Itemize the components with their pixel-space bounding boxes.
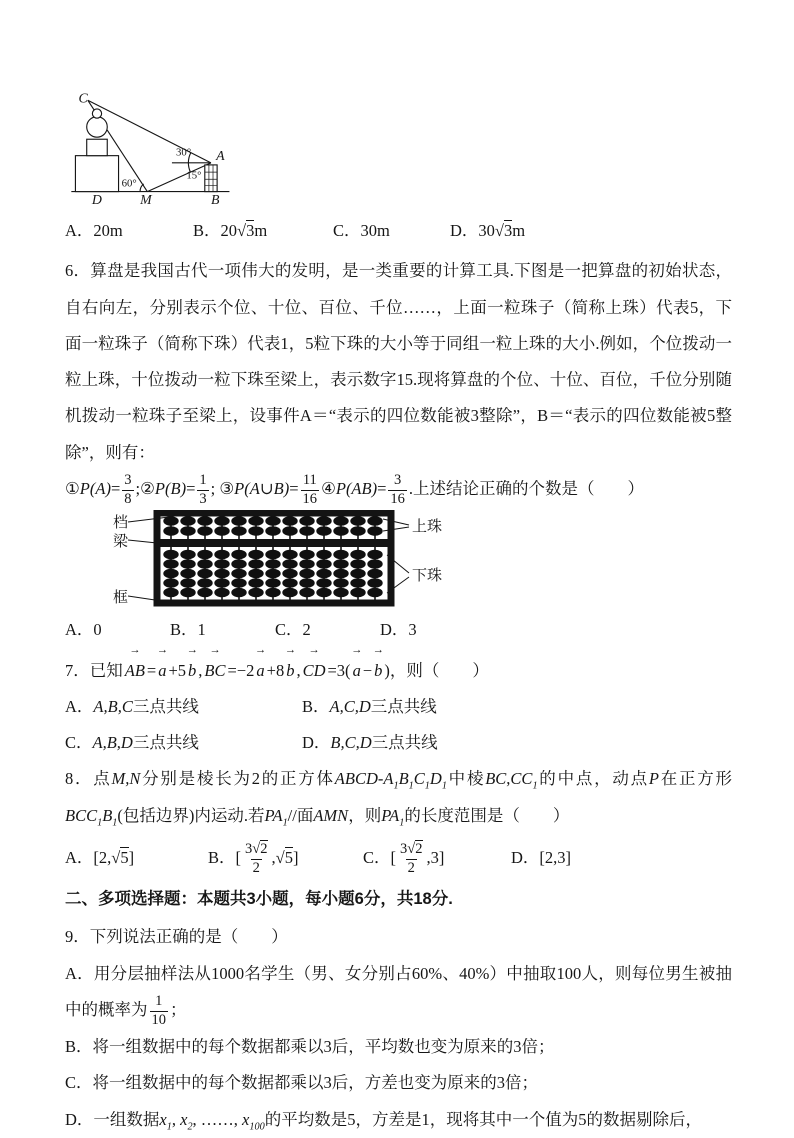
- math-f: [398, 841, 425, 877]
- math-t: A．: [65, 696, 94, 716]
- q8-choices: [65, 840, 732, 877]
- section-2-title: 二、多项选择题：本题共3小题，每小题6分，共18分.: [65, 890, 453, 909]
- math-t: 三点共线: [370, 696, 437, 716]
- math-t: =: [289, 479, 299, 499]
- math-s: $D_1$: [429, 769, 447, 792]
- q5-choice-d: [450, 213, 578, 249]
- q8-choice-c: [363, 840, 511, 877]
- angle-label-60: 60°: [121, 177, 137, 190]
- q9-choice-a: [65, 956, 732, 1029]
- math-t: C．30m: [333, 221, 390, 240]
- math-i: A,B,D: [92, 733, 133, 753]
- math-r: √2: [252, 841, 268, 858]
- math-t: B．1: [170, 620, 206, 640]
- q5-choice-c: [333, 213, 450, 249]
- math-i: P(B): [154, 479, 187, 499]
- math-t: //面: [287, 805, 314, 825]
- math-t: ,: [271, 847, 276, 867]
- math-t: 3: [199, 490, 207, 507]
- math-v: b →: [186, 653, 198, 689]
- math-t: 16: [390, 490, 405, 507]
- math-t: m: [254, 221, 268, 240]
- q6-formula: [65, 471, 732, 508]
- math-t: 1: [199, 472, 207, 489]
- math-v: a →: [351, 653, 363, 689]
- statue-shape: [75, 109, 118, 192]
- math-t: D．3: [380, 620, 417, 640]
- math-s: $B_1$: [102, 805, 118, 828]
- math-f: [388, 472, 407, 508]
- q9-stem: 9．下列说法正确的是（ ）: [65, 927, 288, 947]
- math-t: =: [110, 479, 121, 499]
- math-t: ; ③: [210, 479, 235, 499]
- math-v: a →: [254, 653, 266, 689]
- point-label-c: C: [78, 92, 88, 106]
- math-r: √5: [275, 847, 293, 867]
- math-t: 8: [124, 490, 132, 507]
- math-i: B,C,D: [330, 733, 372, 753]
- q7-choice-b: [302, 689, 732, 725]
- point-label-b: B: [210, 191, 220, 207]
- q5-choice-a: [65, 213, 193, 249]
- math-t: C．[: [363, 847, 396, 867]
- math-s: $BCC_1$: [65, 805, 103, 828]
- q8-choice-a: [65, 840, 208, 876]
- math-t: D．30: [450, 221, 495, 240]
- math-t: A．[2,: [65, 848, 112, 868]
- math-s: $PA_1$: [381, 805, 405, 828]
- math-t: 3: [245, 841, 253, 858]
- math-s: $x_{100}$: [242, 1109, 265, 1133]
- q7-choices: [65, 689, 732, 762]
- math-t: ,: [296, 660, 301, 680]
- q6-choice-d: [380, 612, 485, 648]
- math-t: ；: [170, 1000, 187, 1019]
- math-t: D．一组数据: [65, 1109, 160, 1129]
- q7-stem: [65, 653, 732, 689]
- q6-stem: 6．算盘是我国古代一项伟大的发明，是一类重要的计算工具.下图是一把算盘的初始状态，自右向左，分别表示个位、十位、百位、千位……，上面一粒珠子（简称上珠）代表5，下面一粒珠子（简称下珠）代表1，5粒下珠的大小等于同组一粒上珠的大小.例如，个位拨动一粒上珠，十位拨动一粒下珠至梁上，表示数字15.现将算盘的个位、十位、百位，千位分别随机拨动一粒珠子至梁上，设事件A＝“表示的四位数能被3整除”，B＝“表示的四位数能被5整除”，则有：: [65, 261, 732, 462]
- abacus-beads: [163, 516, 382, 597]
- math-t: B．[: [208, 847, 241, 867]
- math-t: +8: [266, 660, 285, 680]
- q8-choice-b: [208, 840, 363, 877]
- math-i: P(A∪B): [234, 479, 290, 499]
- math-v: AB →: [123, 653, 147, 689]
- math-t: =: [186, 479, 196, 499]
- math-t: =: [377, 479, 387, 499]
- math-t: 3: [400, 841, 408, 858]
- abacus-label-lower-bead: 下珠: [412, 568, 443, 585]
- point-label-m: M: [140, 191, 152, 207]
- math-t: =3(: [327, 660, 351, 680]
- math-t: .上述结论正确的个数是（ ）: [408, 479, 645, 499]
- math-f: [301, 472, 320, 508]
- math-t: 的平均数是5，方差是1，现将其中一个值为5的数据剔除后，: [264, 1109, 702, 1129]
- math-t: ;②: [135, 479, 155, 499]
- math-i: A,B,C: [93, 696, 133, 716]
- tower-shape: [205, 165, 217, 192]
- math-t: 11: [302, 472, 317, 489]
- math-t: A．用分层抽样法从1000名学生（男、女分别占60%、40%）中抽取100人，则每位男生被抽中的概率为: [65, 963, 732, 1019]
- math-t: ,: [198, 660, 203, 680]
- q5-choice-b: [193, 213, 333, 249]
- q9-choice-d: [65, 1102, 732, 1138]
- point-label-d: D: [91, 191, 102, 207]
- math-i: P(A): [79, 479, 111, 499]
- math-t: 8．点: [65, 769, 112, 789]
- math-t: ①: [65, 479, 80, 499]
- math-t: −: [362, 660, 373, 680]
- math-v: a →: [156, 653, 168, 689]
- math-t: ,: [171, 1109, 181, 1129]
- math-s: $x_2$: [180, 1109, 193, 1133]
- math-t: 3: [394, 472, 402, 489]
- math-t: ,: [506, 769, 511, 789]
- math-t: D．[2,3]: [511, 848, 572, 868]
- abacus-label-beam: 梁: [113, 534, 129, 551]
- math-i: P: [648, 769, 659, 789]
- math-t: 中棱: [446, 769, 486, 789]
- q9-choice-c: C．将一组数据中的每个数据都乘以3后，方差也变为原来的3倍；: [65, 1073, 539, 1093]
- math-i: ABCD-: [334, 769, 384, 789]
- math-v: BC →: [202, 653, 227, 689]
- math-t: 2: [252, 859, 260, 876]
- math-i: AMN: [313, 805, 349, 825]
- statue-elevation-figure: [65, 92, 245, 207]
- math-t: 3: [124, 472, 132, 489]
- math-t: m: [512, 221, 526, 240]
- math-i: M,N: [111, 769, 141, 789]
- math-t: 的长度范围是（ ）: [404, 805, 570, 825]
- math-t: 三点共线: [132, 696, 199, 716]
- q5-choices: [65, 213, 732, 249]
- math-t: ]: [292, 847, 299, 867]
- math-t: 2: [407, 859, 415, 876]
- abacus-label-upper-bead: 上珠: [412, 519, 443, 536]
- q8-stem: [65, 761, 732, 834]
- math-s: $A_1$: [383, 769, 399, 792]
- math-r: √2: [407, 841, 423, 858]
- math-f: [197, 472, 208, 508]
- math-t: 三点共线: [371, 733, 438, 753]
- math-s: $C_1$: [413, 769, 430, 792]
- abacus-label-frame: 框: [113, 590, 129, 607]
- q8-choice-d: [511, 840, 571, 876]
- math-t: 16: [302, 490, 318, 507]
- math-t: 7．已知: [65, 660, 123, 680]
- math-r: √3: [237, 221, 255, 240]
- math-t: +5: [168, 660, 187, 680]
- math-f: [150, 993, 169, 1029]
- q9-choice-b: B．将一组数据中的每个数据都乘以3后，平均数也变为原来的3倍；: [65, 1037, 555, 1057]
- math-t: 三点共线: [132, 733, 199, 753]
- math-s: $PA_1$: [264, 805, 288, 828]
- math-t: B．: [302, 696, 330, 716]
- point-label-a: A: [216, 147, 225, 163]
- abacus-label-rod: 档: [113, 515, 129, 532]
- math-s: $x_1$: [159, 1109, 172, 1133]
- math-t: =−2: [227, 660, 255, 680]
- math-t: ,3]: [426, 847, 445, 867]
- abacus-beam: [161, 539, 388, 547]
- angle-label-15: 15°: [186, 169, 202, 182]
- math-t: 分别是棱长为2的正方体: [140, 769, 335, 789]
- q7-choice-c: [65, 725, 302, 761]
- math-t: A．20m: [65, 221, 123, 240]
- abacus-figure: [111, 510, 446, 610]
- math-s: $B_1$: [398, 769, 414, 792]
- math-t: ，则: [348, 805, 382, 825]
- math-f: [122, 472, 133, 508]
- math-v: b →: [284, 653, 296, 689]
- math-v: CD →: [301, 653, 328, 689]
- math-t: (包括边界)内运动.若: [117, 805, 265, 825]
- math-f: [243, 841, 270, 877]
- math-t: )，则（ ）: [384, 660, 489, 680]
- math-i: BC: [485, 769, 507, 789]
- q7-choice-a: [65, 689, 302, 725]
- math-v: b →: [372, 653, 384, 689]
- angle-label-30: 30°: [176, 146, 192, 159]
- math-t: 1: [155, 993, 163, 1010]
- q7-choice-d: [302, 725, 732, 761]
- math-t: C．2: [275, 620, 311, 640]
- math-r: √3: [494, 221, 513, 240]
- math-t: A．0: [65, 620, 102, 640]
- math-t: ④: [321, 479, 336, 499]
- math-i: A,C,D: [329, 696, 371, 716]
- math-t: =: [146, 660, 157, 680]
- math-t: 10: [151, 1011, 167, 1028]
- math-t: B．20: [193, 221, 238, 240]
- math-t: ]: [128, 848, 135, 868]
- math-i: P(AB): [335, 479, 378, 499]
- math-t: 在正方形: [658, 769, 733, 789]
- math-t: , ……,: [192, 1109, 243, 1129]
- math-r: √5: [111, 848, 129, 868]
- math-t: 的中点，动点: [537, 769, 649, 789]
- math-t: C．: [65, 733, 93, 753]
- math-t: D．: [302, 733, 331, 753]
- q6-choice-a: [65, 612, 170, 648]
- math-s: $CC_1$: [510, 769, 538, 792]
